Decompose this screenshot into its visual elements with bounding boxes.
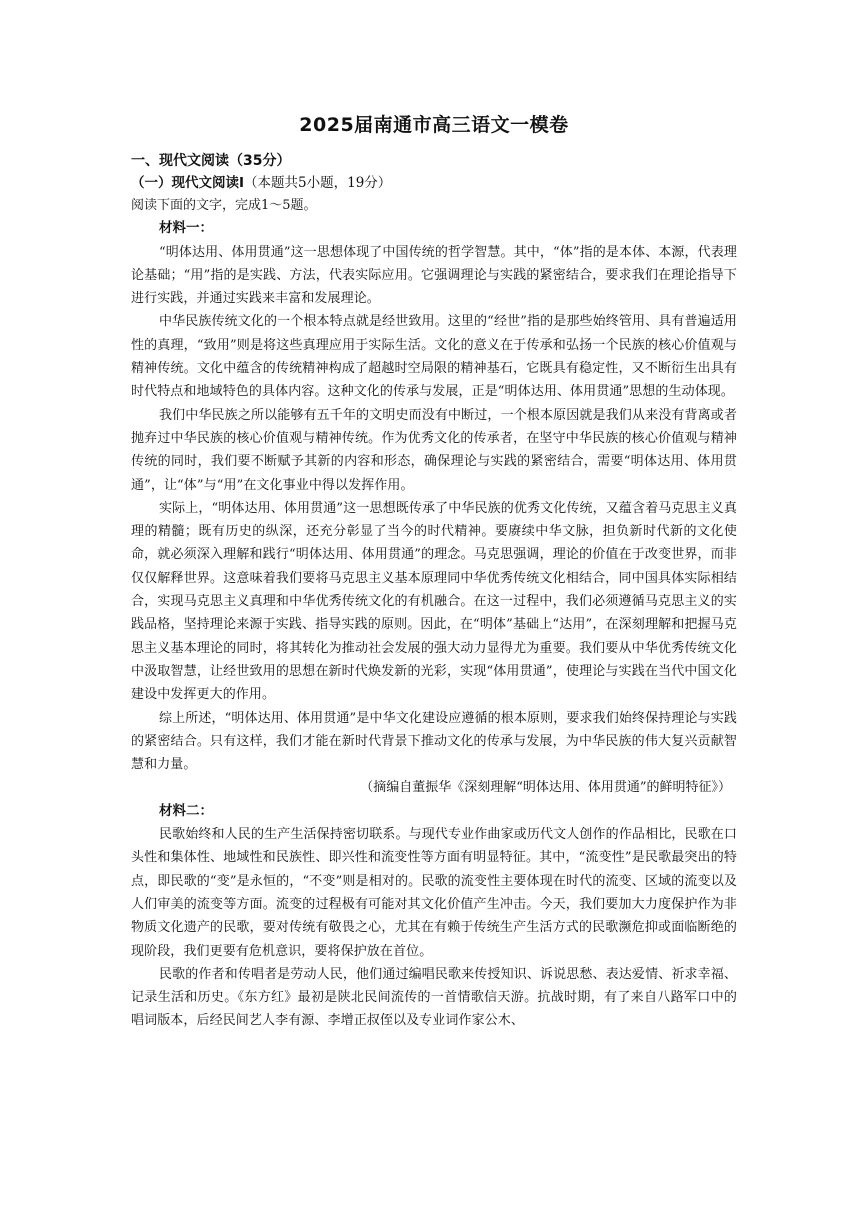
subsection-heading <box>131 172 737 194</box>
material-1-paragraph: 实际上，“明体达用、体用贯通”这一思想既传承了中华民族的优秀文化传统，又蕴含着马克思主义真理的精髓；既有历史的纵深，还充分彰显了当今的时代精神。要赓续中华文脉，担负新时代新的文化使命，就必须深入理解和践行“明体达用、体用贯通”的理念。马克思强调，理论的价值在于改变世界，而非仅仅解释世界。这意味着我们要将马克思主义基本原理同中华优秀传统文化相结合，同中国具体实际相结合，实现马克思主义真理和中华优秀传统文化的有机融合。在这一过程中，我们必须遵循马克思主义的实践品格，坚持理论来源于实践、指导实践的原则。因此，在“明体”基础上“达用”，在深刻理解和把握马克思主义基本理论的同时，将其转化为推动社会发展的强大动力显得尤为重要。我们要从中华优秀传统文化中汲取智慧，让经世致用的思想在新时代焕发新的光彩，实现“体用贯通”，使理论与实践在当代中国文化建设中发挥更大的作用。 <box>131 500 737 703</box>
subsection-title: （一）现代文阅读Ⅰ <box>131 175 245 191</box>
subsection-note: （本题共5小题，19分） <box>244 175 392 191</box>
page-title: 2025届南通市高三语文一模卷 <box>299 114 569 136</box>
material-2-label: 材料二： <box>159 802 213 819</box>
section-heading: 一、现代文阅读（35分） <box>131 153 291 169</box>
material-2-paragraph: 民歌的作者和传唱者是劳动人民，他们通过编唱民歌来传授知识、诉说思愁、表达爱情、祈求幸福、记录生活和历史。《东方红》最初是陕北民间流传的一首情歌信天游。抗战时期，有了来自八路军口中的唱词版本，后经民间艺人李有源、李增正叔侄以及专业词作家公木、 <box>131 966 737 1029</box>
material-1-paragraph: 中华民族传统文化的一个根本特点就是经世致用。这里的“经世”指的是那些始终管用、具有普遍适用性的真理，“致用”则是将这些真理应用于实际生活。文化的意义在于传承和弘扬一个民族的核心价值观与精神传统。文化中蕴含的传统精神构成了超越时空局限的精神基石，它既具有稳定性，又不断衍生出具有时代特点和地域特色的具体内容。这种文化的传承与发展，正是“明体达用、体用贯通”思想的生动体现。 <box>131 314 737 400</box>
material-1-label: 材料一： <box>159 220 213 237</box>
material-1-paragraph: 综上所述，“明体达用、体用贯通”是中华文化建设应遵循的根本原则，要求我们始终保持理论与实践的紧密结合。只有这样，我们才能在新时代背景下推动文化的传承与发展，为中华民族的伟大复兴贡献智慧和力量。 <box>131 710 737 773</box>
material-1-paragraph: 我们中华民族之所以能够有五千年的文明史而没有中断过，一个根本原因就是我们从来没有背离或者抛弃过中华民族的核心价值观与精神传统。作为优秀文化的传承者，在坚守中华民族的核心价值观与精神传统的同时，我们要不断赋予其新的内容和形态，确保理论与实践的紧密结合，需要“明体达用、体用贯通”，让“体”与“用”在文化事业中得以发挥作用。 <box>131 407 737 493</box>
material-1-paragraph: “明体达用、体用贯通”这一思想体现了中国传统的哲学智慧。其中，“体”指的是本体、本源，代表理论基础；“用”指的是实践、方法，代表实际应用。它强调理论与实践的紧密结合，要求我们在理论指导下进行实践，并通过实践来丰富和发展理论。 <box>131 244 737 307</box>
material-1-source: （摘编自董振华《深刻理解“明体达用、体用贯通”的鲜明特征》） <box>360 780 731 796</box>
document-page <box>131 112 737 1033</box>
instruction-text: 阅读下面的文字，完成1～5题。 <box>131 198 317 213</box>
material-2-paragraph: 民歌始终和人民的生产生活保持密切联系。与现代专业作曲家或历代文人创作的作品相比，民歌在口头性和集体性、地域性和民族性、即兴性和流变性等方面有明显特征。其中，“流变性”是民歌最突出的特点，即民歌的“变”是永恒的，“不变”则是相对的。民歌的流变性主要体现在时代的流变、区域的流变以及人们审美的流变等方面。流变的过程极有可能对其文化价值产生冲击。今天，我们要加大力度保护作为非物质文化遗产的民歌，要对传统有敬畏之心，尤其在有赖于传统生产生活方式的民歌濒危抑或面临断绝的现阶段，我们更要有危机意识，要将保护放在首位。 <box>131 827 737 959</box>
